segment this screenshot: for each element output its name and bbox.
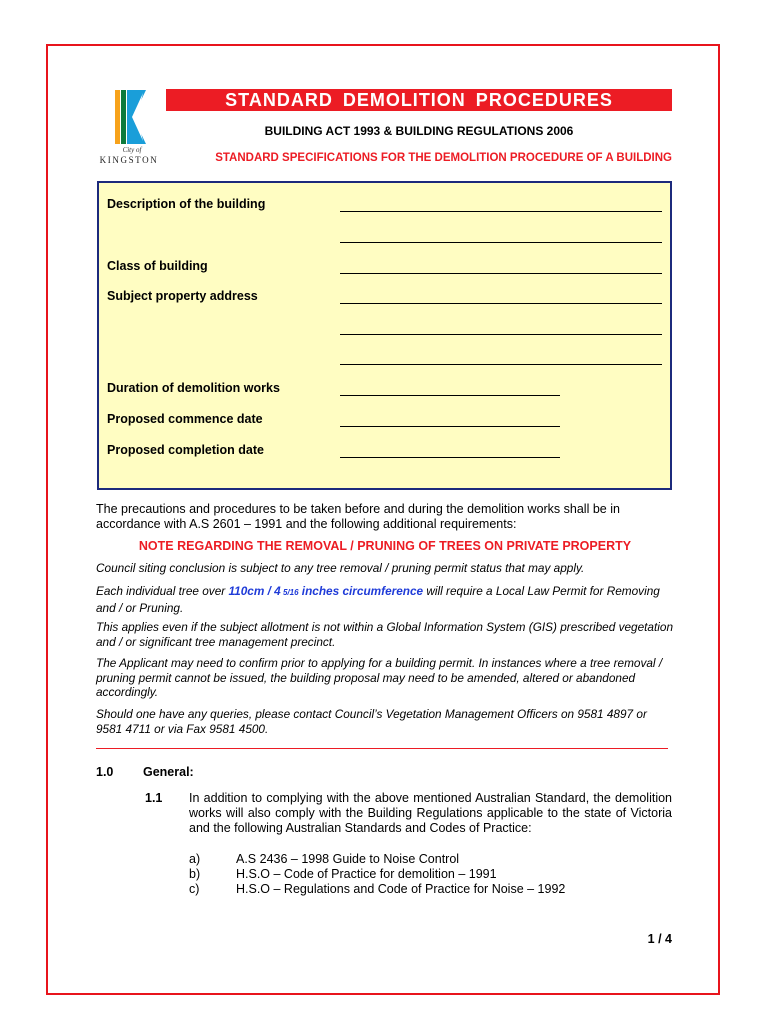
list-item-letter: b) [189,867,201,881]
form-row-duration [99,381,670,401]
tree-note-heading: NOTE REGARDING THE REMOVAL / PRUNING OF TREES ON PRIVATE PROPERTY [138,539,632,553]
description-field-line-2[interactable] [340,242,662,243]
form-row-class [99,259,670,279]
tree-note-paragraph-1: Council siting conclusion is subject to any tree removal / pruning permit status that may apply. [96,561,585,575]
address-field-line-3[interactable] [340,364,662,365]
specification-heading: STANDARD SPECIFICATIONS FOR THE DEMOLITION PROCEDURE OF A BUILDING [215,152,672,164]
completion-date-field-line[interactable] [340,457,560,458]
tree-note-paragraph-5: Should one have any queries, please contact Council’s Vegetation Management Officers on 9581 4897 or 9581 4711 or via Fax 9581 4500. [96,707,647,736]
logo-city-text: City of [122,146,142,154]
building-details-form [97,181,672,490]
commence-date-label: Proposed commence date [107,412,263,426]
list-item-text: A.S 2436 – 1998 Guide to Noise Control [236,852,460,866]
address-field-line-2[interactable] [340,334,662,335]
form-row-description-cont [99,228,670,248]
list-item-text: H.S.O – Regulations and Code of Practice for Noise – 1992 [236,882,566,896]
form-row-commence [99,412,670,432]
tree-note-paragraph-4: The Applicant may need to confirm prior to applying for a building permit. In instances where a tree removal / pruning permit cannot be issued, the building proposal may need to be amended, altered or abandoned accordingly. [96,656,663,699]
form-row-address [99,289,670,309]
subsection-number: 1.1 [145,791,163,805]
section-number: 1.0 [96,765,114,779]
tree-measure-highlight [228,584,423,598]
subsection-text: In addition to complying with the above mentioned Australian Standard, the demolition works will also comply with the Building Regulations applicable to the state of Victoria and the following Australian Standards and Codes of Practice: [189,791,672,835]
document-title: STANDARD DEMOLITION PROCEDURES [166,89,672,111]
logo-name-text: KINGSTON [99,155,159,165]
tree-measure-unit: inches circumference [298,584,424,598]
section-title: General: [143,765,194,779]
class-field-line[interactable] [340,273,662,274]
class-label: Class of building [107,259,208,273]
tree-note-p2-after: will require a Local Law Permit for Removing and / or Pruning. [96,584,660,615]
list-item-letter: a) [189,852,201,866]
tree-measure-fraction: 5/16 [280,588,299,597]
form-row-address-cont-1 [99,320,670,340]
address-label: Subject property address [107,289,258,303]
kingston-logo-icon [114,88,148,146]
section-divider [96,748,668,749]
address-field-line-1[interactable] [340,303,662,304]
completion-date-label: Proposed completion date [107,443,264,457]
intro-paragraph: The precautions and procedures to be taken before and during the demolition works shall be in accordance with A.S 2601 – 1991 and the following additional requirements: [96,502,620,531]
tree-note-paragraph-2 [96,584,674,615]
tree-note-p2-before: Each individual tree over [96,584,229,598]
page-number: 1 / 4 [647,932,672,946]
tree-measure: 110cm / 4 [228,584,281,598]
description-label: Description of the building [107,197,266,211]
duration-label: Duration of demolition works [107,381,280,395]
form-row-description [99,197,670,217]
document-subtitle: BUILDING ACT 1993 & BUILDING REGULATIONS 2006 [264,124,574,138]
form-row-address-cont-2 [99,350,670,370]
description-field-line-1[interactable] [340,211,662,212]
list-item-text: H.S.O – Code of Practice for demolition – 1991 [236,867,497,881]
tree-note-paragraph-3: This applies even if the subject allotment is not within a Global Information System (GIS) prescribed vegetation and / or significant tree management precinct. [96,620,674,649]
commence-date-field-line[interactable] [340,426,560,427]
form-row-completion [99,443,670,463]
duration-field-line[interactable] [340,395,560,396]
list-item-letter: c) [189,882,200,896]
